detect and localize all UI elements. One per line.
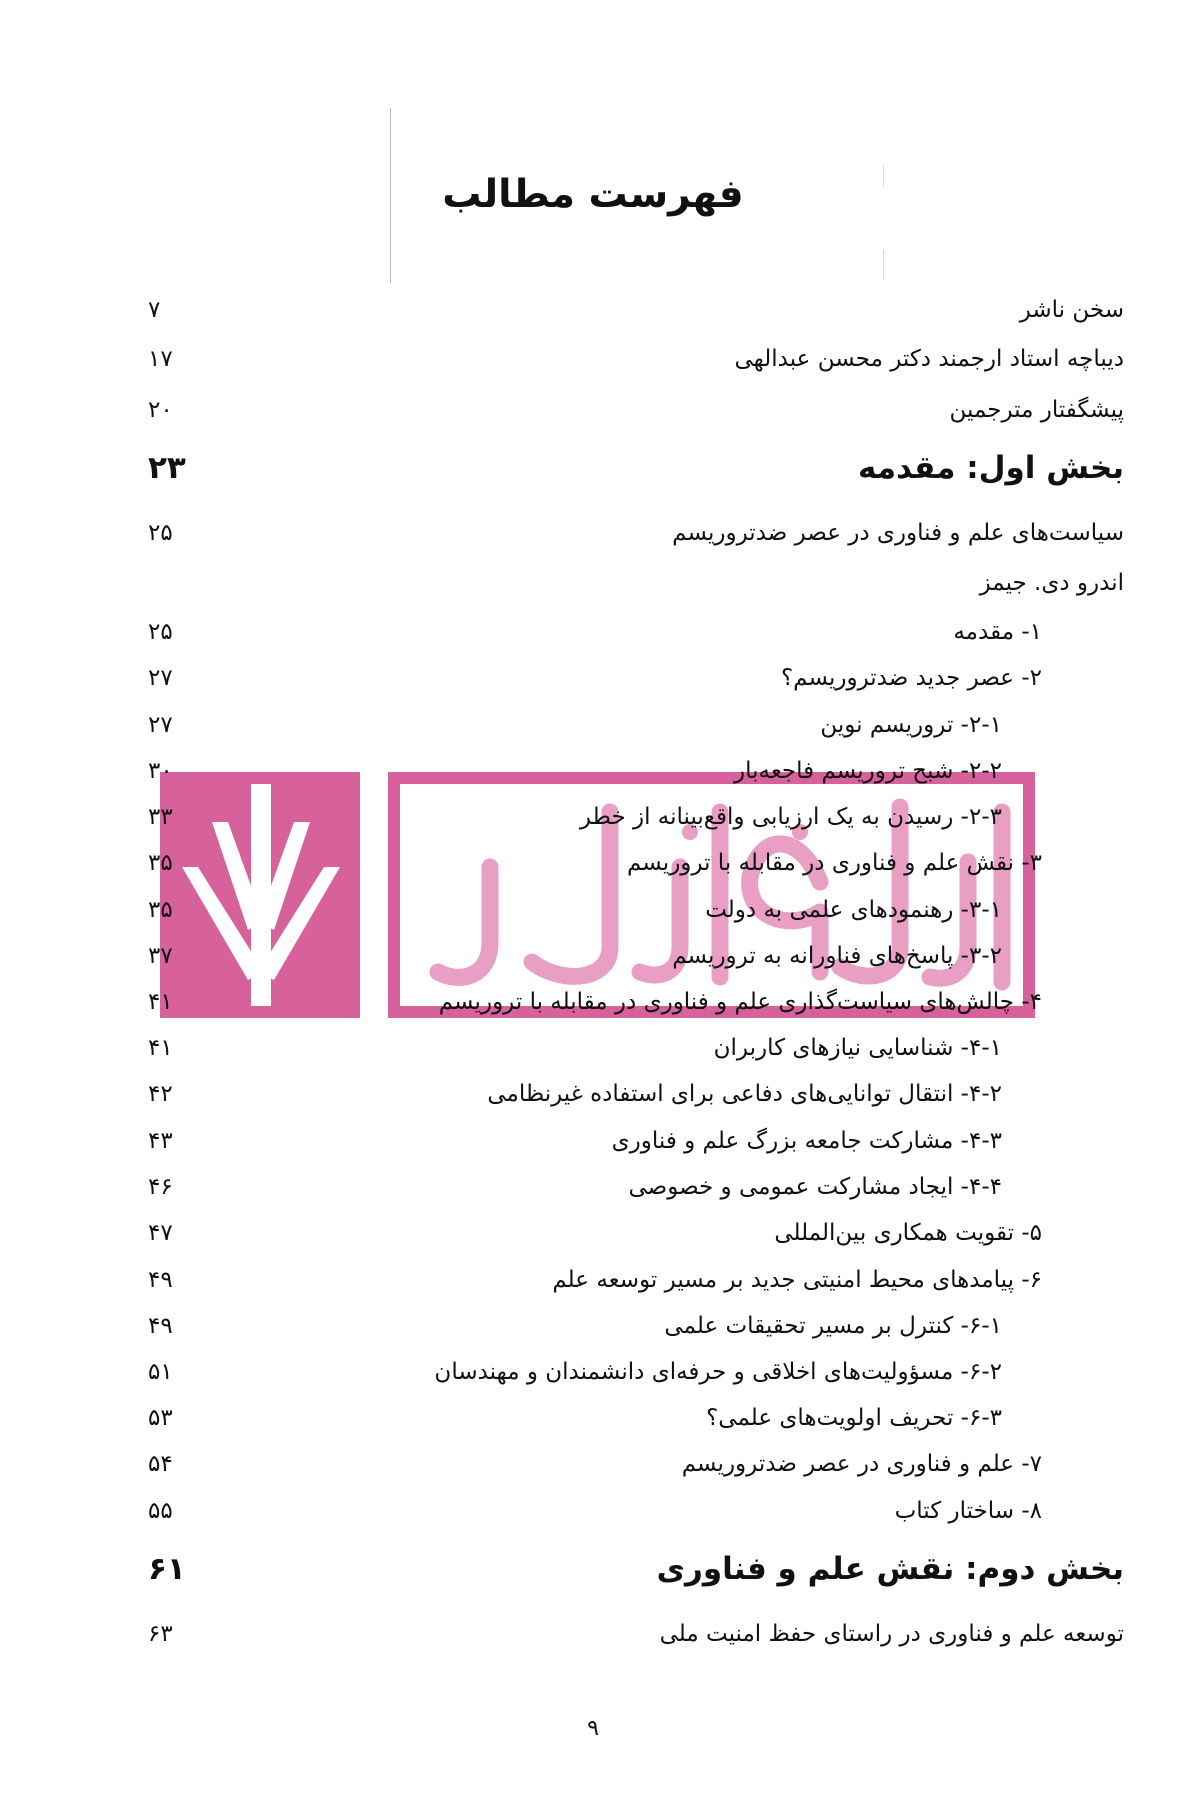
toc-entry-page: ۶۱ (148, 1551, 186, 1587)
toc-entry-page: ۴۲ (148, 1081, 173, 1107)
toc-entry (0, 1350, 1186, 1394)
toc-entry (0, 1304, 1186, 1348)
toc-entry-page: ۲۵ (148, 619, 173, 645)
toc-entry-title: ۲- عصر جدید ضدتروریسم؟ (780, 665, 1042, 691)
toc-entry-page: ۲۷ (148, 712, 173, 738)
toc-entry-page: ۴۷ (148, 1220, 173, 1246)
toc-entry-title: ۳- نقش علم و فناوری در مقابله با تروریسم (626, 850, 1042, 876)
toc-entry (0, 795, 1186, 839)
toc-entry (0, 656, 1186, 700)
toc-entry-title: ۴-۴- ایجاد مشارکت عمومی و خصوصی (628, 1174, 1002, 1200)
toc-entry (0, 888, 1186, 932)
toc-entry-title: سیاست‌های علم و فناوری در عصر ضدتروریسم (672, 520, 1124, 546)
toc-entry (0, 388, 1186, 432)
toc-entry-title: ۶- پیامدهای محیط امنیتی جدید بر مسیر توسعه علم (552, 1267, 1042, 1293)
toc-entry-page: ۲۵ (148, 520, 173, 546)
toc-entry-page: ۳۰ (148, 758, 173, 784)
toc-entry-title: ۲-۲- شبح تروریسم فاجعه‌بار (733, 758, 1002, 784)
toc-entry-title: ۴-۳- مشارکت جامعه بزرگ علم و فناوری (611, 1128, 1002, 1154)
toc-entry (0, 337, 1186, 381)
page-number: ۹ (587, 1716, 599, 1741)
toc-entry-page: ۶۳ (148, 1621, 173, 1647)
toc-entry-page: ۷ (148, 297, 161, 323)
toc-entry-title: ۶-۲- مسؤولیت‌های اخلاقی و حرفه‌ای دانشمندان و مهندسان (434, 1359, 1002, 1385)
toc-entry-title: دیباچه استاد ارجمند دکتر محسن عبدالهی (734, 346, 1124, 372)
toc-entry (0, 1026, 1186, 1070)
toc-entry-title: اندرو دی. جیمز (979, 570, 1124, 596)
toc-entry-page: ۳۵ (148, 850, 173, 876)
toc-entry (0, 1072, 1186, 1116)
toc-entry-page: ۴۳ (148, 1128, 173, 1154)
toc-entry-title: توسعه علم و فناوری در راستای حفظ امنیت ملی (659, 1621, 1124, 1647)
toc-entry (0, 1165, 1186, 1209)
toc-entry-page: ۴۱ (148, 989, 173, 1015)
toc-entry-title: ۴-۲- انتقال توانایی‌های دفاعی برای استفاده غیرنظامی (487, 1081, 1002, 1107)
toc-entry-title: سخن ناشر (1019, 297, 1124, 323)
toc-entry (0, 1489, 1186, 1533)
toc-entry-page: ۲۳ (148, 450, 186, 486)
toc-entry-title: ۳-۱- رهنمودهای علمی به دولت (705, 897, 1002, 923)
toc-entry-page: ۵۳ (148, 1405, 173, 1431)
toc-entry-page: ۵۱ (148, 1359, 173, 1385)
toc-entry-page: ۴۹ (148, 1313, 173, 1339)
toc-entry-page: ۳۳ (148, 804, 173, 830)
toc-entry (0, 934, 1186, 978)
toc-entry-title: ۲-۳- رسیدن به یک ارزیابی واقع‌بینانه از خطر (579, 804, 1002, 830)
toc-entry-page: ۳۵ (148, 897, 173, 923)
toc-entry (0, 1211, 1186, 1255)
toc-entry (0, 1612, 1186, 1656)
toc-entry-title: ۴- چالش‌های سیاست‌گذاری علم و فناوری در مقابله با تروریسم (438, 989, 1042, 1015)
toc-entry-title: بخش دوم: نقش علم و فناوری (656, 1551, 1124, 1587)
toc-entry-title: ۴-۱- شناسایی نیازهای کاربران (713, 1035, 1002, 1061)
toc-entry-title: ۶-۳- تحریف اولویت‌های علمی؟ (706, 1405, 1002, 1431)
toc-entry (0, 511, 1186, 555)
toc-entry (0, 980, 1186, 1024)
toc-entry-title: ۲-۱- تروریسم نوین (820, 712, 1002, 738)
toc-entry-page: ۴۹ (148, 1267, 173, 1293)
toc-entry-page: ۵۵ (148, 1498, 173, 1524)
toc-entry-title: پیشگفتار مترجمین (949, 397, 1124, 423)
toc-entry-title: ۵- تقویت همکاری بین‌المللی (774, 1220, 1042, 1246)
toc-entry-page: ۴۶ (148, 1174, 173, 1200)
toc-entry-title: بخش اول: مقدمه (858, 450, 1124, 486)
toc-entry-title: ۳-۲- پاسخ‌های فناورانه به تروریسم (672, 943, 1002, 969)
toc-entry-title: ۷- علم و فناوری در عصر ضدتروریسم (681, 1451, 1042, 1477)
toc-entry-title: ۱- مقدمه (953, 619, 1042, 645)
toc-entry (0, 703, 1186, 747)
toc-entry (0, 749, 1186, 793)
page-title: فهرست مطالب (442, 172, 744, 217)
toc-entry-page: ۵۴ (148, 1451, 173, 1477)
toc-part-heading (0, 446, 1186, 490)
toc-entry-title: ۶-۱- کنترل بر مسیر تحقیقات علمی (664, 1313, 1002, 1339)
toc-entry-page: ۳۷ (148, 943, 173, 969)
toc-entry (0, 1396, 1186, 1440)
toc-entry (0, 1119, 1186, 1163)
toc-entry-page: ۲۷ (148, 665, 173, 691)
toc-entry (0, 610, 1186, 654)
toc-entry-title: ۸- ساختار کتاب (894, 1498, 1042, 1524)
toc-entry (0, 288, 1186, 332)
toc-entry-author (0, 561, 1186, 605)
toc-entry (0, 841, 1186, 885)
toc-entry (0, 1442, 1186, 1486)
toc-entry-page: ۱۷ (148, 346, 173, 372)
toc-entry-page: ۲۰ (148, 397, 173, 423)
toc-entry (0, 1258, 1186, 1302)
toc-entry-page: ۴۱ (148, 1035, 173, 1061)
toc-part-heading (0, 1547, 1186, 1591)
